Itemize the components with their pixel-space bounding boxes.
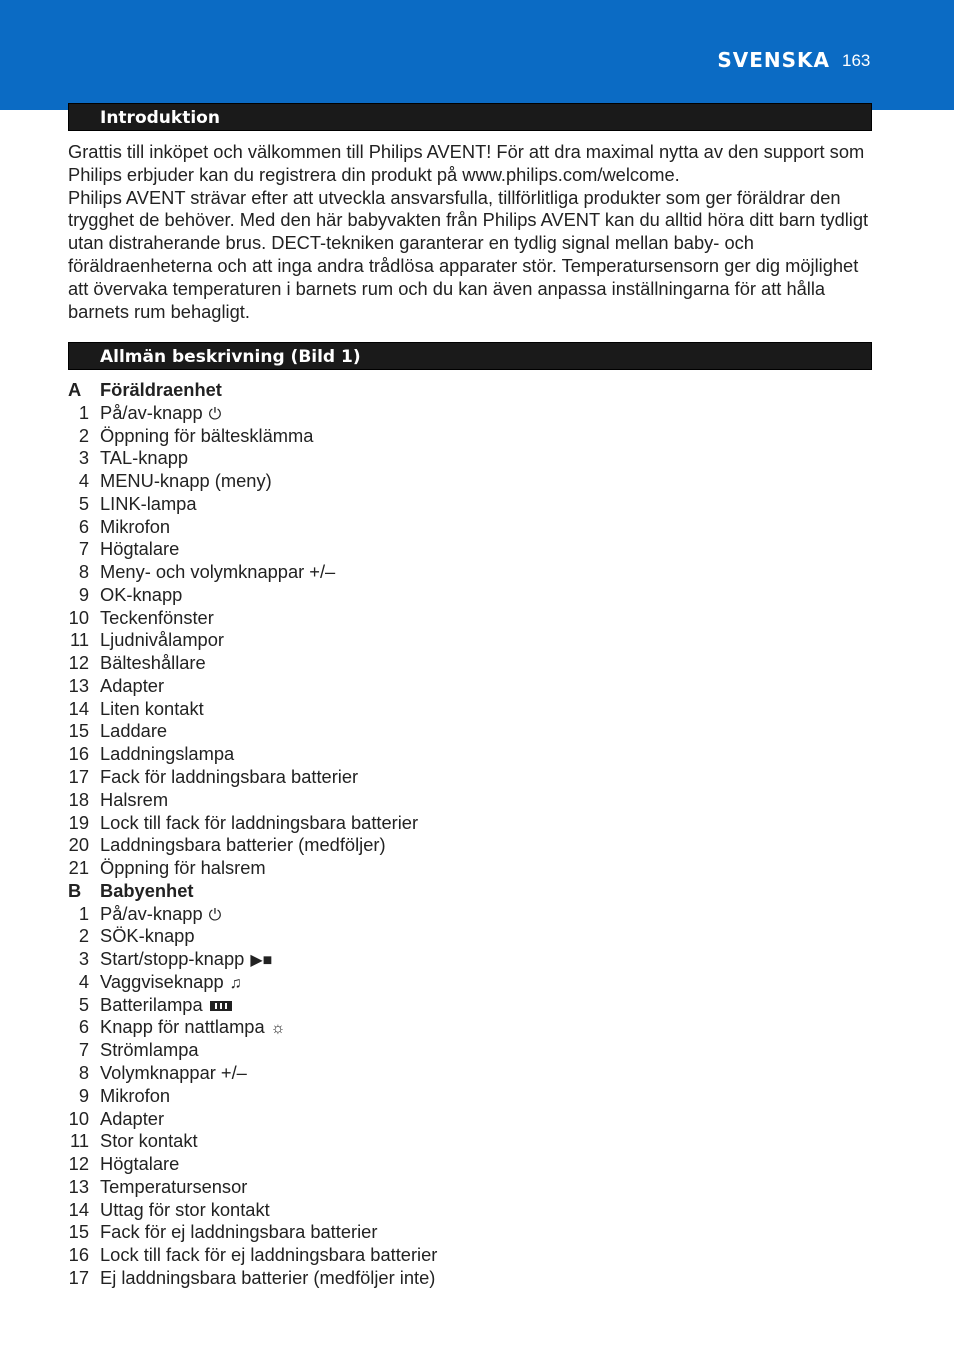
list-item xyxy=(68,652,868,675)
item-number: 13 xyxy=(68,674,89,696)
item-label: Halsrem xyxy=(100,788,169,810)
intro-paragraph: Philips AVENT strävar efter att utveckla ansvarsfulla, tillförlitliga produkter som ger föräldrar den trygghet de behöver. Med den här babyvakten från Philips AVENT kan du alltid höra ditt barn tydligt utan distraherande brus. DECT-tekniken garanterar en tydlig signal mellan baby- och föräldraenheterna och att inga andra trådlösa apparater stör. Temperatursensorn ger dig möjlighet att övervaka temperaturen i barnets rum och du kan även anpassa inställningarna för att hålla barnets rum behagligt. xyxy=(68,186,869,322)
item-label: OK-knapp xyxy=(100,583,183,605)
group-title: Babyenhet xyxy=(100,879,194,901)
list-item xyxy=(68,425,868,448)
list-item xyxy=(68,493,868,516)
item-label: Laddare xyxy=(100,720,168,742)
group-title: Föräldraenhet xyxy=(100,379,222,400)
list-item xyxy=(68,402,868,425)
power-icon: ⏻ xyxy=(208,405,222,423)
item-label: Ej laddningsbara batterier (medföljer inte) xyxy=(100,1266,436,1288)
item-label: LINK-lampa xyxy=(100,492,197,514)
item-label: SÖK-knapp xyxy=(100,925,195,947)
list-item xyxy=(68,857,868,880)
item-label: Start/stopp-knapp xyxy=(100,948,245,970)
item-label: Högtalare xyxy=(100,1153,180,1175)
list-item xyxy=(68,1016,868,1039)
item-number: 1 xyxy=(78,401,89,423)
item-number: 3 xyxy=(78,948,89,970)
header-band xyxy=(0,0,954,110)
list-item xyxy=(68,766,868,789)
list-item xyxy=(68,789,868,812)
item-number: 4 xyxy=(78,970,89,992)
item-number: 9 xyxy=(78,1084,89,1106)
item-label: Volymknappar +/– xyxy=(100,1061,247,1083)
item-label: Laddningsbara batterier (medföljer) xyxy=(100,834,386,856)
item-label: Fack för laddningsbara batterier xyxy=(100,766,359,788)
item-number: 18 xyxy=(68,788,89,810)
item-label: Öppning för bältesklämma xyxy=(100,424,314,446)
item-label: Laddningslampa xyxy=(100,743,235,765)
item-label: Adapter xyxy=(100,674,165,696)
list-item xyxy=(68,971,868,994)
item-label: Meny- och volymknappar +/– xyxy=(100,561,336,583)
item-label: Teckenfönster xyxy=(100,606,214,628)
item-number: 3 xyxy=(78,447,89,469)
item-number: 15 xyxy=(68,1221,89,1243)
list-item xyxy=(68,834,868,857)
parent-unit-heading xyxy=(68,379,868,402)
item-label: Bälteshållare xyxy=(100,652,206,674)
item-number: 14 xyxy=(68,1198,89,1220)
item-number: 21 xyxy=(68,857,89,879)
intro-text xyxy=(68,141,876,323)
list-item xyxy=(68,1221,868,1244)
item-label: Fack för ej laddningsbara batterier xyxy=(100,1221,378,1243)
power-icon: ⏻ xyxy=(208,906,222,924)
item-number: 2 xyxy=(78,424,89,446)
page-number: 163 xyxy=(842,51,871,70)
intro-paragraph: Grattis till inköpet och välkommen till Philips AVENT! För att dra maximal nytta av den support som Philips erbjuder kan du registrera din produkt på www.philips.com/welcome. xyxy=(68,141,865,185)
item-number: 1 xyxy=(78,902,89,924)
list-item xyxy=(68,1130,868,1153)
item-number: 5 xyxy=(78,492,89,514)
music-note-icon: ♫ xyxy=(229,974,242,992)
item-number: 6 xyxy=(78,515,89,537)
list-item xyxy=(68,1244,868,1267)
list-item xyxy=(68,1085,868,1108)
section-title: Allmän beskrivning (Bild 1) xyxy=(100,347,361,367)
list-item xyxy=(68,812,868,835)
item-number: 12 xyxy=(68,652,89,674)
item-number: 7 xyxy=(78,1039,89,1061)
list-item xyxy=(68,516,868,539)
item-number: 9 xyxy=(78,583,89,605)
item-label: Strömlampa xyxy=(100,1039,199,1061)
battery-icon xyxy=(210,1001,232,1011)
list-item xyxy=(68,561,868,584)
item-label: Lock till fack för laddningsbara batterier xyxy=(100,811,419,833)
list-item xyxy=(68,948,868,971)
list-item xyxy=(68,994,868,1017)
item-label: Knapp för nattlampa xyxy=(100,1016,265,1038)
item-label: Uttag för stor kontakt xyxy=(100,1198,270,1220)
item-number: 8 xyxy=(78,1061,89,1083)
item-number: 11 xyxy=(70,1130,89,1152)
list-item xyxy=(68,1039,868,1062)
list-item xyxy=(68,447,868,470)
item-label: Högtalare xyxy=(100,538,180,560)
item-number: 10 xyxy=(68,606,89,628)
item-label: Öppning för halsrem xyxy=(100,857,266,879)
list-item xyxy=(68,1267,868,1290)
play-stop-icon: ▶■ xyxy=(250,952,273,970)
group-letter: A xyxy=(68,379,82,400)
list-item xyxy=(68,1199,868,1222)
item-number: 19 xyxy=(68,811,89,833)
nightlight-icon: ☼ xyxy=(270,1020,286,1038)
list-item xyxy=(68,607,868,630)
item-number: 4 xyxy=(78,470,89,492)
item-number: 20 xyxy=(68,834,89,856)
item-number: 17 xyxy=(68,1266,89,1288)
item-label: Batterilampa xyxy=(100,993,203,1015)
list-item xyxy=(68,1176,868,1199)
baby-unit-heading xyxy=(68,880,868,903)
item-number: 7 xyxy=(78,538,89,560)
group-letter: B xyxy=(68,879,82,901)
list-item xyxy=(68,675,868,698)
list-item xyxy=(68,698,868,721)
list-item xyxy=(68,925,868,948)
item-number: 8 xyxy=(78,561,89,583)
language-label: SVENSKA xyxy=(717,48,830,72)
list-item xyxy=(68,584,868,607)
list-item xyxy=(68,1153,868,1176)
item-label: Adapter xyxy=(100,1107,165,1129)
item-label: Lock till fack för ej laddningsbara batterier xyxy=(100,1244,438,1266)
item-number: 16 xyxy=(68,743,89,765)
list-item xyxy=(68,903,868,926)
item-label: TAL-knapp xyxy=(100,447,189,469)
item-number: 16 xyxy=(68,1244,89,1266)
item-number: 10 xyxy=(68,1107,89,1129)
section-header-introduction xyxy=(68,103,872,131)
list-item xyxy=(68,470,868,493)
item-number: 2 xyxy=(78,925,89,947)
item-number: 17 xyxy=(68,766,89,788)
list-item xyxy=(68,538,868,561)
item-label: Mikrofon xyxy=(100,1084,171,1106)
item-number: 15 xyxy=(68,720,89,742)
item-number: 12 xyxy=(68,1153,89,1175)
list-item xyxy=(68,629,868,652)
item-number: 11 xyxy=(70,629,89,651)
item-label: Ljudnivålampor xyxy=(100,629,224,651)
item-label: Liten kontakt xyxy=(100,697,204,719)
item-number: 14 xyxy=(68,697,89,719)
item-label: På/av-knapp xyxy=(100,902,203,924)
item-number: 13 xyxy=(68,1175,89,1197)
list-item xyxy=(68,1108,868,1131)
item-label: Stor kontakt xyxy=(100,1130,198,1152)
section-header-general-description xyxy=(68,342,872,370)
item-label: På/av-knapp xyxy=(100,401,203,423)
item-label: Mikrofon xyxy=(100,515,171,537)
item-label: Vaggviseknapp xyxy=(100,970,224,992)
list-item xyxy=(68,720,868,743)
item-number: 5 xyxy=(78,993,89,1015)
item-label: Temperatursensor xyxy=(100,1175,248,1197)
item-label: MENU-knapp (meny) xyxy=(100,470,272,492)
list-item xyxy=(68,1062,868,1085)
parts-list xyxy=(68,379,868,1290)
list-item xyxy=(68,743,868,766)
item-number: 6 xyxy=(78,1016,89,1038)
section-title: Introduktion xyxy=(100,108,220,128)
